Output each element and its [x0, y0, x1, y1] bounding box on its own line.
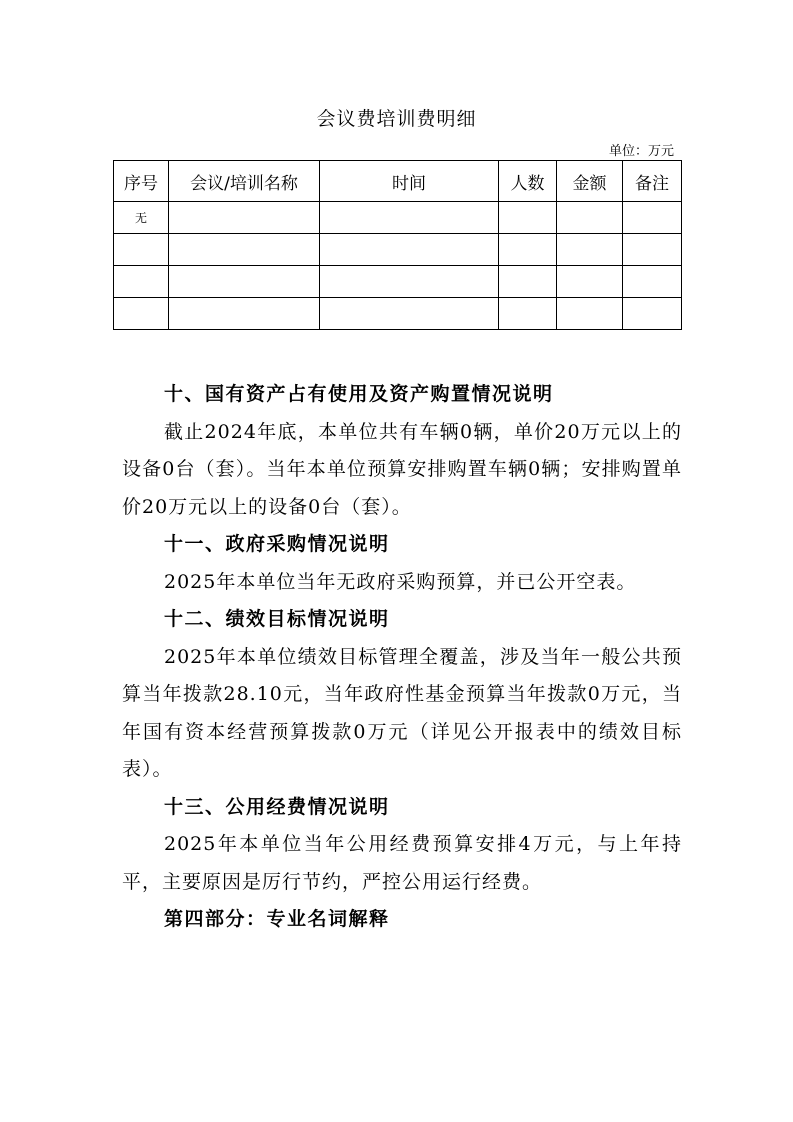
section-body-assets: 截止2024年底，本单位共有车辆0辆，单价20万元以上的设备0台（套）。当年本单位预算安排购置车辆0辆；安排购置单价20万元以上的设备0台（套）。: [122, 420, 682, 518]
cell-name: [169, 266, 320, 298]
meeting-training-expense-table: [113, 160, 682, 330]
header-people: 人数: [499, 161, 557, 202]
cell-index: [114, 298, 169, 330]
table-row: [114, 234, 682, 266]
cell-time: [320, 266, 499, 298]
unit-label: 单位：万元: [608, 144, 674, 159]
section-body-procurement: 2025年本单位当年无政府采购预算，并已公开空表。: [164, 570, 637, 593]
cell-people: [499, 298, 557, 330]
cell-note: [623, 298, 682, 330]
header-note: 备注: [623, 161, 682, 202]
table-row: [114, 202, 682, 234]
cell-index: 无: [114, 202, 169, 234]
cell-note: [623, 266, 682, 298]
cell-index: [114, 234, 169, 266]
document-body: [122, 376, 682, 939]
section-heading-performance: 十二、绩效目标情况说明: [164, 608, 390, 630]
header-name: 会议/培训名称: [169, 161, 320, 202]
cell-note: [623, 202, 682, 234]
section-heading-public-funds: 十三、公用经费情况说明: [164, 795, 390, 818]
section-heading-assets: 十、国有资产占有使用及资产购置情况说明: [164, 383, 554, 405]
header-amount: 金额: [557, 161, 623, 202]
cell-amount: [557, 266, 623, 298]
section-body-performance: 2025年本单位绩效目标管理全覆盖，涉及当年一般公共预算当年拨款28.10元，当年政府性基金预算当年拨款0万元，当年国有资本经营预算拨款0万元（详见公开报表中的绩效目标表）。: [122, 645, 682, 780]
cell-people: [499, 266, 557, 298]
cell-amount: [557, 298, 623, 330]
table-row: [114, 298, 682, 330]
table-header-row: [114, 161, 682, 202]
cell-time: [320, 298, 499, 330]
cell-name: [169, 298, 320, 330]
cell-amount: [557, 202, 623, 234]
table-title: 会议费培训费明细: [316, 108, 477, 130]
section-body-public-funds: 2025年本单位当年公用经费预算安排4万元，与上年持平，主要原因是厉行节约，严控公用运行经费。: [122, 833, 682, 893]
cell-amount: [557, 234, 623, 266]
part-heading: 第四部分：专业名词解释: [164, 908, 390, 930]
cell-people: [499, 234, 557, 266]
cell-name: [169, 202, 320, 234]
table-row: [114, 266, 682, 298]
cell-index: [114, 266, 169, 298]
header-index: 序号: [114, 161, 169, 202]
header-time: 时间: [320, 161, 499, 202]
cell-name: [169, 234, 320, 266]
section-heading-procurement: 十一、政府采购情况说明: [164, 533, 390, 555]
cell-note: [623, 234, 682, 266]
cell-time: [320, 234, 499, 266]
cell-time: [320, 202, 499, 234]
cell-people: [499, 202, 557, 234]
